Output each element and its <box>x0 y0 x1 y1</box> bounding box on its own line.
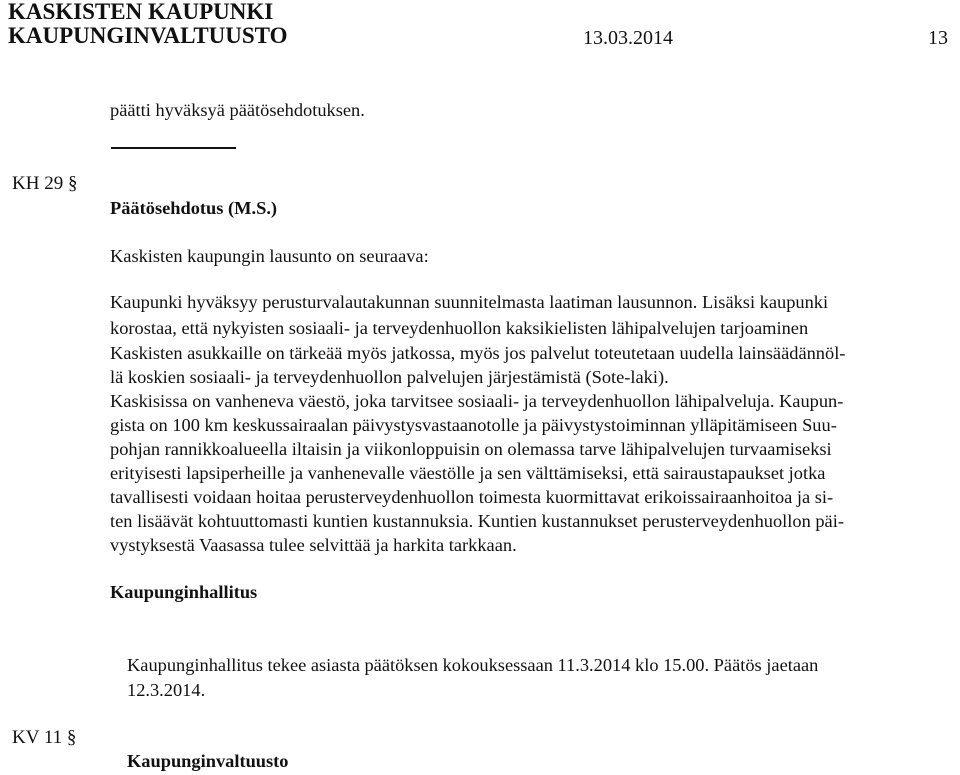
statement-intro: Kaskisten kaupungin lausunto on seuraava: <box>110 246 429 266</box>
statement-line: korostaa, että nykyisten sosiaali- ja terveydenhuollon kaksikielisten lähipalvelujen tarjoaminen <box>110 318 809 338</box>
section-number-kv11: KV 11 § <box>12 727 77 748</box>
statement-line: gista on 100 km keskussairaalan päivystysvastaanotolle ja päivystystoiminnan ylläpitämiseen Suu- <box>110 415 837 435</box>
statement-line: Kaupunki hyväksyy perusturvalautakunnan suunnitelmasta laatiman lausunnon. Lisäksi kaupunki <box>110 292 829 312</box>
separator-line <box>111 147 236 149</box>
board-decision-line: Kaupunginhallitus tekee asiasta päätöksen kokouksessaan 11.3.2014 klo 15.00. Päätös jaetaan <box>127 655 819 675</box>
statement-line: erityisesti lapsiperheille ja vanhenevalle väestölle ja sen välttämiseksi, että sairaustapaukset jotka <box>110 463 826 483</box>
statement-line: pohjan rannikkoalueella iltaisin ja viikonloppuisin on olemassa tarve lähipalvelujen turvaamiseksi <box>110 439 832 459</box>
statement-line: Kaskisissa on vanheneva väestö, joka tarvitsee sosiaali- ja terveydenhuollon lähipalveluja. Kaupun- <box>110 391 844 411</box>
statement-line: vystyksestä Vaasassa tulee selvittää ja harkita tarkkaan. <box>110 535 517 555</box>
body-name: KAUPUNGINVALTUUSTO <box>8 23 288 48</box>
proposal-heading: Päätösehdotus (M.S.) <box>110 198 278 218</box>
statement-line: ten lisäävät kohtuuttomasti kuntien kustannuksia. Kuntien kustannukset perusterveydenhuollon päi- <box>110 511 844 531</box>
board-heading: Kaupunginhallitus <box>110 582 258 602</box>
board-decision-line: 12.3.2014. <box>127 680 206 700</box>
meeting-date: 13.03.2014 <box>583 27 673 49</box>
statement-line: tavallisesti voidaan hoitaa perusterveydenhuollon toimesta kuormittavat erikoissairaanhoitoa ja si- <box>110 487 834 507</box>
org-name: KASKISTEN KAUPUNKI <box>8 0 274 24</box>
previous-decision-text: päätti hyväksyä päätösehdotuksen. <box>110 100 365 120</box>
section-number-kh29: KH 29 § <box>12 173 78 194</box>
statement-line: Kaskisten asukkaille on tärkeää myös jatkossa, myös jos palvelut toteutetaan uudella lainsäädännöl- <box>110 343 846 363</box>
council-heading: Kaupunginvaltuusto <box>127 751 289 771</box>
page-number: 13 <box>928 27 948 49</box>
statement-line: lä koskien sosiaali- ja terveydenhuollon palvelujen järjestämistä (Sote-laki). <box>110 367 669 387</box>
